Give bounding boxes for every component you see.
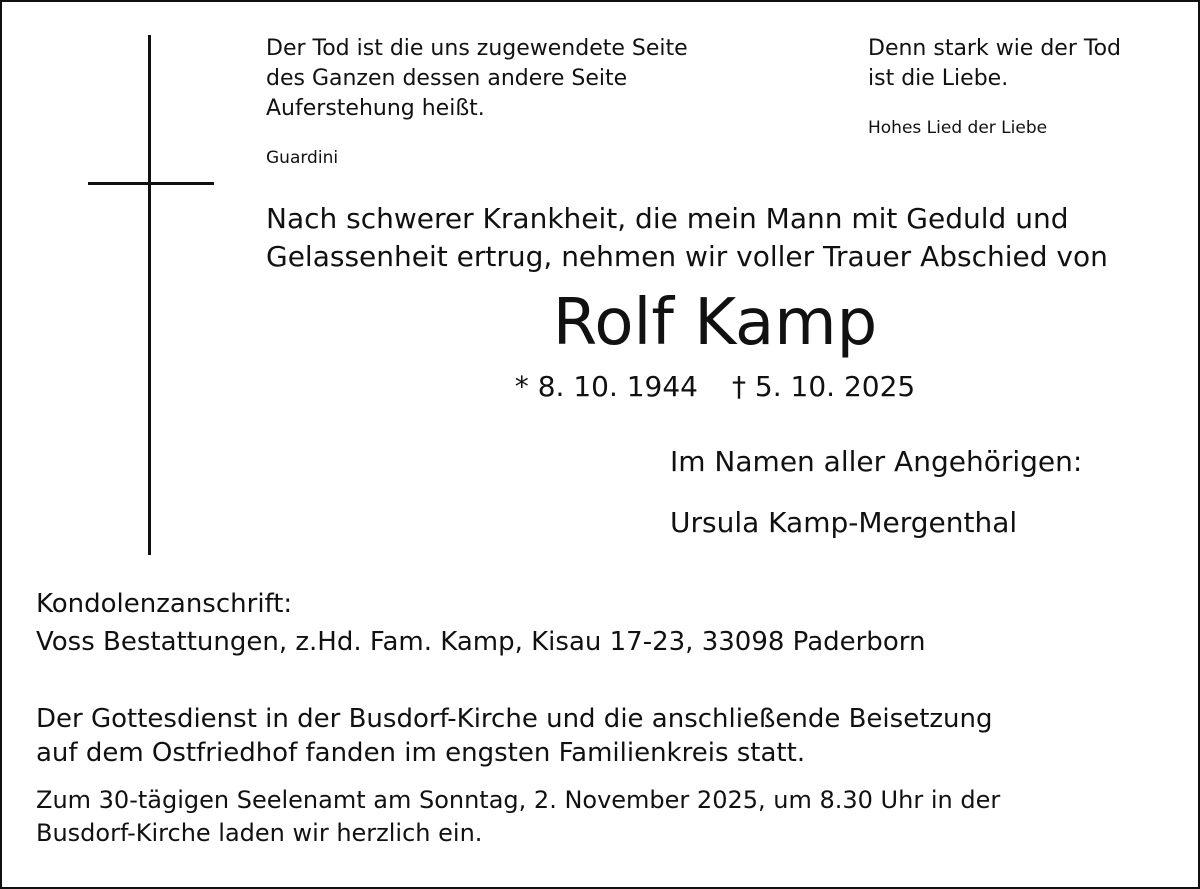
- condolence-address-block: [36, 585, 1176, 661]
- quote-right-source: Hohes Lied der Liebe: [868, 118, 1048, 138]
- quote-left-line: Der Tod ist die uns zugewendete Seite: [266, 36, 688, 61]
- condolence-address: Voss Bestattungen, z.Hd. Fam. Kamp, Kisau 17-23, 33098 Paderborn: [36, 627, 926, 657]
- requiem-line: Zum 30-tägigen Seelenamt am Sonntag, 2. November 2025, um 8.30 Uhr in der: [36, 786, 1001, 814]
- funeral-service-text: [36, 702, 1176, 770]
- requiem-line: Busdorf-Kirche laden wir herzlich ein.: [36, 819, 483, 847]
- quote-left-line: des Ganzen dessen andere Seite: [266, 66, 628, 91]
- life-dates: [0, 369, 1200, 405]
- condolence-label: Kondolenzanschrift:: [36, 589, 293, 619]
- cross-horizontal-bar: [88, 182, 214, 185]
- mourners-name: Ursula Kamp-Mergenthal: [670, 506, 1018, 539]
- intro-line: Gelassenheit ertrug, nehmen wir voller Trauer Abschied von: [266, 240, 1108, 273]
- death-date: † 5. 10. 2025: [732, 370, 916, 403]
- quote-left-line: Auferstehung heißt.: [266, 96, 485, 121]
- service-line: Der Gottesdienst in der Busdorf-Kirche und die anschließende Beisetzung: [36, 704, 993, 734]
- deceased-name: Rolf Kamp: [552, 286, 878, 360]
- intro-text: [266, 200, 1176, 276]
- requiem-mass-text: [36, 784, 1176, 850]
- quote-left: [266, 34, 736, 124]
- intro-line: Nach schwerer Krankheit, die mein Mann mit Geduld und: [266, 202, 1069, 235]
- birth-date: * 8. 10. 1944: [514, 370, 698, 403]
- quote-left-author: Guardini: [266, 148, 339, 168]
- quote-right-line: Denn stark wie der Tod: [868, 36, 1121, 61]
- service-line: auf dem Ostfriedhof fanden im engsten Familienkreis statt.: [36, 738, 806, 768]
- quote-right: [868, 34, 1188, 94]
- mourners-label: Im Namen aller Angehörigen:: [670, 445, 1083, 478]
- quote-right-line: ist die Liebe.: [868, 66, 1009, 91]
